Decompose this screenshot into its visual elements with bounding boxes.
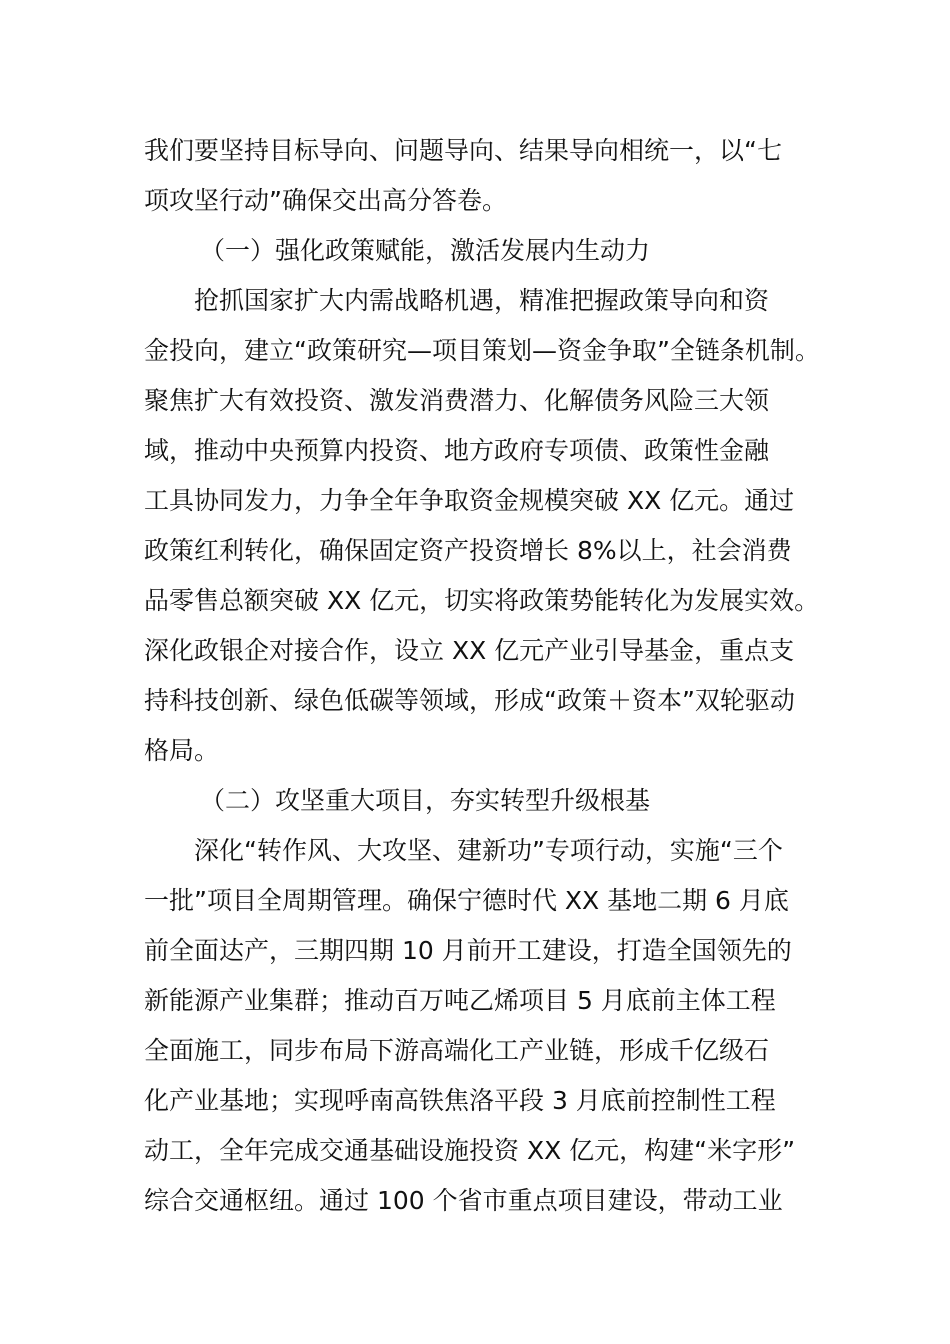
paragraph-line: 聚焦扩大有效投资、激发消费潜力、化解债务风险三大领 — [144, 386, 770, 415]
paragraph-line: 化产业基地；实现呼南高铁焦洛平段 3 月底前控制性工程 — [144, 1086, 776, 1115]
paragraph-line: 深化政银企对接合作，设立 XX 亿元产业引导基金，重点支 — [144, 636, 795, 665]
paragraph-line: 深化“转作风、大攻坚、建新功”专项行动，实施“三个 — [194, 836, 783, 865]
paragraph-line: 一批”项目全周期管理。确保宁德时代 XX 基地二期 6 月底 — [144, 886, 789, 915]
paragraph-line: 域，推动中央预算内投资、地方政府专项债、政策性金融 — [144, 436, 770, 465]
paragraph-line: 品零售总额突破 XX 亿元，切实将政策势能转化为发展实效。 — [144, 586, 820, 615]
paragraph-line: 金投向，建立“政策研究—项目策划—资金争取”全链条机制。 — [144, 336, 820, 365]
paragraph-line: 新能源产业集群；推动百万吨乙烯项目 5 月底前主体工程 — [144, 986, 776, 1015]
document-body — [144, 126, 820, 1226]
section-heading-1: （一）强化政策赋能，激活发展内生动力 — [200, 236, 651, 265]
paragraph-line: 工具协同发力，力争全年争取资金规模突破 XX 亿元。通过 — [144, 486, 795, 515]
paragraph-line: 综合交通枢纽。通过 100 个省市重点项目建设，带动工业 — [144, 1186, 783, 1215]
paragraph-line: 政策红利转化，确保固定资产投资增长 8%以上，社会消费 — [144, 536, 792, 565]
paragraph-line: 我们要坚持目标导向、问题导向、结果导向相统一，以“七 — [144, 136, 782, 165]
paragraph-line: 项攻坚行动”确保交出高分答卷。 — [144, 186, 507, 215]
paragraph-line: 前全面达产，三期四期 10 月前开工建设，打造全国领先的 — [144, 936, 792, 965]
paragraph-line: 持科技创新、绿色低碳等领域，形成“政策＋资本”双轮驱动 — [144, 686, 795, 715]
paragraph-line: 格局。 — [144, 736, 220, 765]
paragraph-line: 抢抓国家扩大内需战略机遇，精准把握政策导向和资 — [194, 286, 770, 315]
section-heading-2: （二）攻坚重大项目，夯实转型升级根基 — [200, 786, 651, 815]
paragraph-line: 全面施工，同步布局下游高端化工产业链，形成千亿级石 — [144, 1036, 770, 1065]
paragraph-line: 动工，全年完成交通基础设施投资 XX 亿元，构建“米字形” — [144, 1136, 796, 1165]
